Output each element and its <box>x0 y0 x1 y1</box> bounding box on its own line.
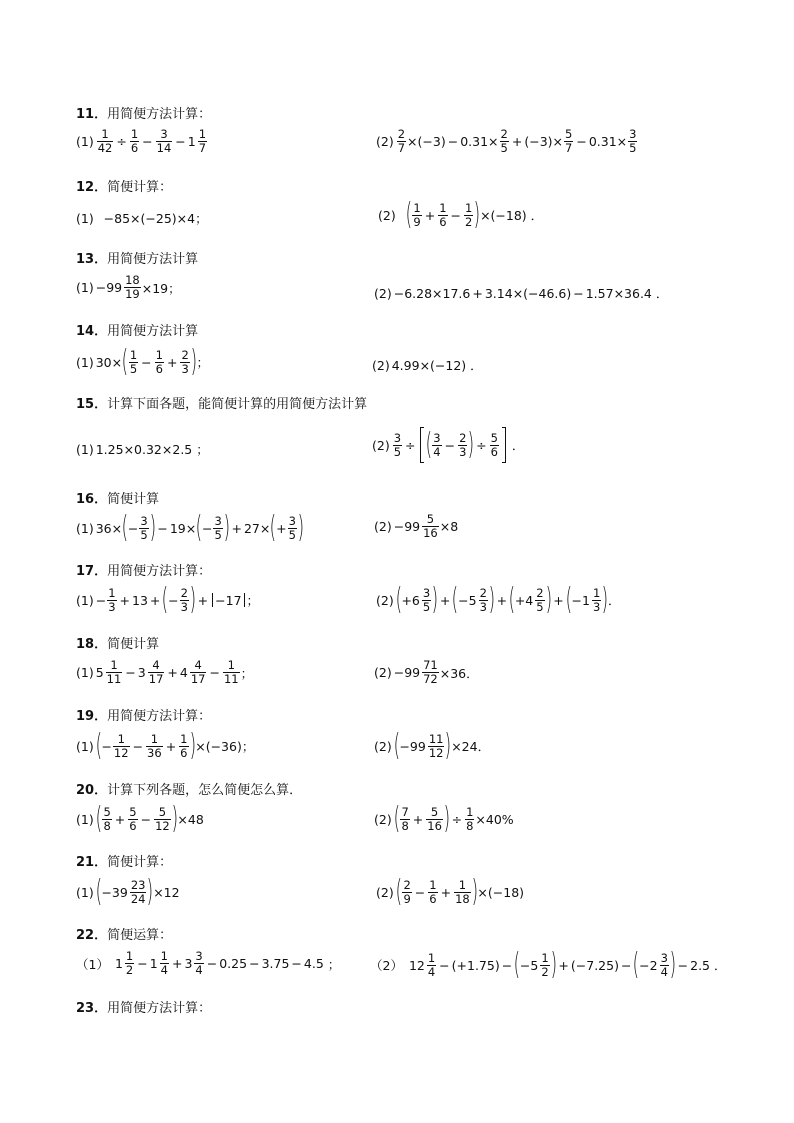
expression-18-2: (2) −99 71 72 ×36． <box>374 658 479 686</box>
expression-21-2: (2) ( 2 9 − $\frac{1}{6}$ + $\frac{1}{18}$ ) × (−18) <box>376 874 525 909</box>
expression-13-2: (2) −6.28 × 17.6 + 3.14 × (−46.6) − 1.57 × 36.4 ． <box>374 285 669 301</box>
expression-15-2: (2) $\frac{3}{5}$ ÷ ( 3 4 − $\frac{2}{3}$ ) ÷ $\frac{5}{6}$ ． <box>372 427 525 462</box>
expression-12-1: (1) −85×(−25)×4； <box>76 210 208 226</box>
expression-16-2: (2) −99 5 16 ×8 <box>374 512 459 540</box>
question-title: 15．计算下面各题，能简便计算的用简便方法计算 <box>76 397 368 412</box>
question-title: 16．简便计算 <box>76 492 160 507</box>
question-title: 18．简便计算 <box>76 637 160 652</box>
expression-13-1: (1) −99 18 19 ×19； <box>76 273 181 301</box>
expression-20-1: (1) ( 5 8 + $\frac{5}{6}$ − $\frac{5}{12}$ ) ×48 <box>76 801 204 836</box>
expression-17-1: (1) − $\frac{1}{3}$ + 13 + ( − $\frac{2}{3}$ ) + −17 ； <box>76 582 260 617</box>
question-title: 17．用简便方法计算： <box>76 564 212 579</box>
expression-21-1: (1) ( −39 23 24 ) ×12 <box>76 874 180 909</box>
expression-20-2: (2) ( 7 8 + $\frac{5}{16}$ ) ÷ $\frac{1}{8}$ ×40% <box>374 801 514 836</box>
expression-11-1: (1) $\frac{1}{42}$ ÷ $\frac{1}{6}$ − $\frac{3}{14}$ − 1 1 7 <box>76 127 207 155</box>
expression-14-2: (2) 4.99 × (−12) ． <box>372 357 483 373</box>
question-title: 11．用简便方法计算： <box>76 107 212 122</box>
question-title: 19．用简便方法计算： <box>76 709 212 724</box>
expression-12-2: (2) ( 1 9 + $\frac{1}{6}$ − $\frac{1}{2}$ ) × (−18) ． <box>378 197 544 232</box>
question-title: 22．简便运算： <box>76 928 173 943</box>
question-title: 21．简便计算： <box>76 855 173 870</box>
expression-19-1: (1) ( − $\frac{1}{12}$ − $\frac{1}{36}$ + $\frac{1}{6}$ ) × (−36) ； <box>76 728 255 763</box>
expression-19-2: (2) ( −99 11 12 ) ×24． <box>374 728 491 763</box>
expression-22-1: （1） 1 1 2 − 1 1 4 + 3 3 4 − 0.25 − 3.75 − 4.5 ； <box>76 949 341 977</box>
expression-17-2: (2) ( +6 3 5 ) + ( −5 2 3 ) + ( +4 2 5 ) + ( −1 1 3 ) ． <box>376 582 621 617</box>
expression-22-2: （2） 12 1 4 − (+1.75) − ( −5 1 2 ) + (−7.25) − ( −2 3 4 ) − 2.5 ． <box>370 947 727 982</box>
question-title: 13．用简便方法计算 <box>76 252 199 267</box>
expression-14-1: (1) 30 × ( 1 5 − $\frac{1}{6}$ + $\frac{2}{3}$ ) ； <box>76 344 210 379</box>
expression-16-1: (1) 36 × ( − $\frac{3}{5}$ ) − 19 × ( − $\frac{3}{5}$ ) + 27 × ( + $\frac{3}{5}$ ) <box>76 510 304 545</box>
question-title: 23．用简便方法计算： <box>76 1001 212 1016</box>
expression-11-2: (2) $\frac{2}{7}$ × (−3) − 0.31 × $\frac{2}{5}$ + (−3) × $\frac{5}{7}$ − 0.31 × $\frac{3}{5}$ <box>376 127 637 155</box>
question-title: 14．用简便方法计算 <box>76 324 199 339</box>
expression-15-1: (1) 1.25 × 0.32 × 2.5 ； <box>76 441 209 457</box>
question-title: 12．简便计算： <box>76 180 173 195</box>
question-title: 20．计算下列各题，怎么简便怎么算． <box>76 783 303 798</box>
expression-18-1: (1) 5 1 11 − 3 4 17 + 4 4 17 − $\frac{1}{11}$ ； <box>76 658 254 686</box>
